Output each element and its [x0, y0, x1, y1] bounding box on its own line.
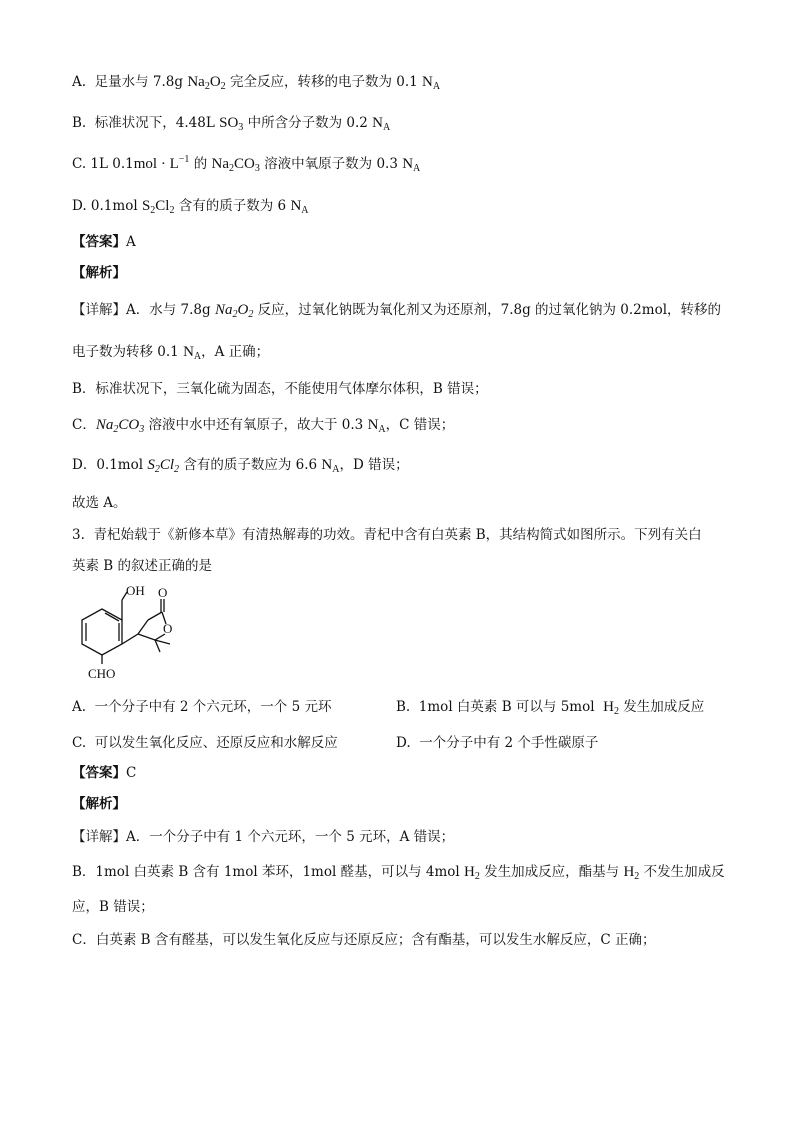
hydroxyl-label: OH — [126, 583, 145, 598]
avogadro-symbol: $N_A$ — [183, 344, 202, 362]
q2-option-c-text1: C. 1L 0.1 — [72, 156, 134, 172]
q2-detail-conclusion: 故选 A。 — [72, 495, 127, 511]
q2-detail-line-1: 【详解】A．水与 7.8g $Na_2O_2$ 反应，过氧化钠既为氧化剂又为还原剂，7.8g 的过氧化钠为 0.2mol，转移的 — [72, 302, 722, 320]
formula-na2o2: $Na_2O_2$ — [187, 74, 226, 92]
lactone-ring-bond — [148, 612, 162, 620]
formula-h2: $H_2$ — [464, 864, 480, 882]
q2-option-d — [72, 196, 309, 216]
answer-tag: 【答案】 — [72, 234, 126, 250]
methyl-bond — [155, 640, 170, 644]
q2-option-a-text1: A. 足量水与 7.8g — [72, 74, 188, 90]
q2-option-a-text2: 完全反应，转移的电子数为 0.1 — [225, 74, 423, 90]
avogadro-symbol: $N_A$ — [321, 457, 340, 475]
formula-so3: $SO_3$ — [219, 115, 244, 133]
q2-option-c — [72, 154, 420, 174]
q3-stem-line-2: 英素 B 的叙述正确的是 — [72, 558, 213, 574]
q3-option-b: B. 1mol 白英素 B 可以与 5mol $H_2$ 发生加成反应 — [396, 699, 705, 717]
answer-tag: 【答案】 — [72, 765, 126, 781]
q3-option-a: A. 一个分子中有 2 个六元环，一个 5 元环 — [72, 699, 332, 715]
formula-h2: $H_2$ — [623, 864, 640, 882]
q3-detail-line-3: 应，B 错误； — [72, 899, 154, 915]
q2-option-b-text2: 中所含分子数为 0.2 — [243, 115, 373, 131]
q2-analysis-heading: 【解析】 — [72, 265, 126, 281]
q2-detail-line-2: 电子数为转移 0.1 $N_A$，A 正确； — [72, 344, 270, 362]
avogadro-symbol: $N_A$ — [372, 115, 391, 133]
q2-option-b — [72, 113, 390, 133]
q2-detail-line-4: C．$Na_2CO_3$ 溶液中水中还有氧原子，故大于 0.3 $N_A$，C 错误； — [72, 417, 455, 435]
q2-answer — [72, 232, 136, 252]
q3-options-row-2 — [72, 733, 338, 753]
benzene-ring — [82, 609, 122, 655]
formula-na2co3: $Na_2CO_3$ — [95, 417, 145, 435]
structural-formula-diagram — [70, 582, 190, 684]
formula-h2: $H_2$ — [603, 699, 619, 717]
formula-na2o2: $Na_2O_2$ — [214, 302, 254, 320]
q2-option-d-text2: 含有的质子数为 6 — [174, 198, 291, 214]
q2-option-a — [72, 72, 440, 92]
q3-options-row-1 — [72, 697, 331, 717]
carbonyl-oxygen-label: O — [158, 585, 168, 600]
formula-s2cl2: $S_2Cl_2$ — [141, 198, 175, 216]
methylene-bond — [122, 634, 138, 644]
q3-detail-line-2: B．1mol 白英素 B 含有 1mol 苯环，1mol 醛基，可以与 4mol $H_2$ 发生加成反应，酯基与 $H_2$ 不发生加成反 — [72, 864, 725, 882]
q2-detail-line-3: B．标准状况下，三氧化硫为固态，不能使用气体摩尔体积，B 错误； — [72, 381, 488, 397]
q3-detail-line-1: 【详解】A．一个分子中有 1 个六元环，一个 5 元环，A 错误； — [72, 829, 455, 845]
q2-option-c-text2: 的 — [189, 156, 212, 172]
avogadro-symbol: $N_A$ — [290, 198, 309, 216]
q3-answer — [72, 763, 136, 783]
q2-option-c-text3: 溶液中氧原子数为 0.3 — [259, 156, 403, 172]
q2-option-d-text1: D. 0.1mol — [72, 198, 142, 214]
lactone-ring-bond — [138, 634, 155, 640]
answer-value: C — [126, 765, 137, 781]
aldehyde-label: CHO — [88, 666, 116, 681]
q3-stem-line-1: 3. 青杞始载于《新修本草》有清热解毒的功效。青杞中含有白英素 B，其结构简式如图所示。下列有关白 — [72, 527, 702, 543]
q2-detail-line-5: D．0.1mol $S_2Cl_2$ 含有的质子数应为 6.6 $N_A$，D 错误； — [72, 457, 409, 475]
q2-option-b-text1: B. 标准状况下，4.48L — [72, 115, 220, 131]
q3-option-c: C. 可以发生氧化反应、还原反应和水解反应 — [72, 735, 338, 751]
q3-analysis-heading: 【解析】 — [72, 796, 126, 812]
formula-na2co3: $Na_2CO_3$ — [211, 156, 260, 174]
ring-oxygen-label: O — [163, 621, 173, 636]
answer-value: A — [126, 234, 136, 250]
avogadro-symbol: $N_A$ — [367, 417, 386, 435]
q3-detail-line-4: C．白英素 B 含有醛基，可以发生氧化反应与还原反应；含有酯基，可以发生水解反应，C 正确； — [72, 932, 656, 948]
q3-option-d: D. 一个分子中有 2 个手性碳原子 — [396, 735, 599, 751]
avogadro-symbol: $N_A$ — [402, 156, 421, 174]
concentration-unit: mol · $L^{-1}$ — [133, 154, 190, 172]
avogadro-symbol: $N_A$ — [422, 74, 441, 92]
lactone-ring-bond — [138, 620, 148, 634]
formula-s2cl2: $S_2Cl_2$ — [147, 457, 180, 475]
